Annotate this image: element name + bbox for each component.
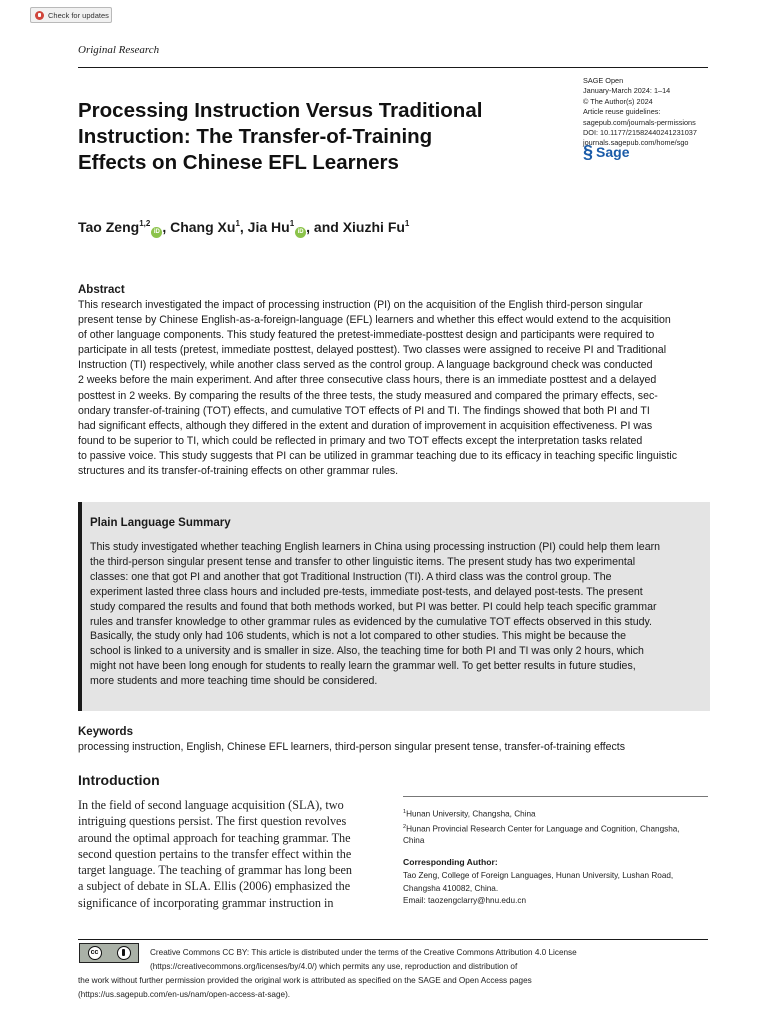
affiliation-line: $^1$Hunan University, Changsha, China bbox=[403, 809, 536, 819]
plain-language-text bbox=[90, 540, 702, 689]
author-name: Jia Hu bbox=[247, 219, 290, 235]
author-affiliation-marker: 1 bbox=[235, 219, 240, 228]
cc-icon: cc bbox=[88, 946, 102, 960]
check-for-updates-label: Check for updates bbox=[48, 10, 109, 20]
author-affiliation-marker: 1 bbox=[289, 219, 295, 228]
keywords-heading: Keywords bbox=[78, 726, 133, 738]
abstract-line: present tense by Chinese English-as-a-foreign-language (EFL) learners and whether this effect would extend to the acquisition bbox=[78, 314, 671, 327]
corresponding-email[interactable]: Email: taozengclarry@hnu.edu.cn bbox=[403, 896, 527, 906]
copyright: © The Author(s) 2024 bbox=[583, 96, 653, 106]
summary-line: school is linked to a university and is smaller in size. Also, the teaching time for both PI and TI was only 2 hours, which bbox=[90, 645, 644, 658]
check-for-updates-button[interactable] bbox=[30, 7, 112, 23]
abstract-line: posttest in 2 weeks. By comparing the results of the three tests, the study measured and compared the primary effects, sec- bbox=[78, 389, 658, 402]
journal-home-link[interactable]: journals.sagepub.com/home/sgo bbox=[583, 138, 689, 148]
plain-language-heading: Plain Language Summary bbox=[90, 517, 231, 529]
abstract-line: ondary transfer-of-training (TOT) effects, and cumulative TOT effects of PI and TI. The findings showed that both PI and TI bbox=[78, 404, 650, 417]
abstract-line: of other language components. This study featured the pretest-immediate-posttest design and participants were required to bbox=[78, 329, 655, 342]
sage-logo bbox=[583, 144, 629, 160]
doi-link[interactable]: DOI: 10.1177/21582440241231037 bbox=[583, 128, 697, 138]
affiliation-marker: 2 bbox=[403, 823, 407, 830]
section-label: Original Research bbox=[78, 44, 160, 56]
summary-line: This study investigated whether teaching English learners in China using processing instruction (PI) could help them learn bbox=[90, 541, 661, 553]
intro-line: second question pertains to the transfer effect within the bbox=[78, 846, 352, 861]
affiliation-marker: 1 bbox=[403, 809, 407, 815]
summary-line: classes: one that got PI and another that got Traditional Instruction (TI). A third class was the control group. The bbox=[90, 570, 612, 583]
header-divider bbox=[78, 67, 708, 68]
author-list: Tao Zeng$^{1,2}$iD , Chang Xu$^1$, Jia Hu$^1$iD , and Xiuzhi Fu$^1$ bbox=[78, 219, 409, 238]
author-affiliation-marker: 1 bbox=[404, 219, 410, 228]
abstract-heading: Abstract bbox=[78, 284, 125, 296]
affiliation-divider bbox=[403, 796, 708, 797]
orcid-icon[interactable]: iD bbox=[295, 227, 306, 238]
abstract-line: This research investigated the impact of processing instruction (PI) on the acquisition of the English third-person singular bbox=[78, 299, 643, 311]
author-name: Tao Zeng bbox=[78, 219, 140, 235]
author-name: Chang Xu bbox=[170, 219, 236, 235]
affiliations bbox=[403, 806, 713, 847]
author-name: Xiuzhi Fu bbox=[342, 219, 405, 235]
summary-line: Basically, the study only had 106 students, which is not a lot compared to other studies. This might be because the bbox=[90, 630, 627, 643]
journal-name: SAGE Open bbox=[583, 76, 624, 85]
journal-info bbox=[583, 76, 718, 149]
abstract-line: had significant effects, although they differed in the extent and duration of improvement in acquisition effectiveness. PI was bbox=[78, 419, 653, 432]
sage-s-icon: § bbox=[583, 142, 594, 162]
abstract-line: 2 weeks before the main experiment. And after three consecutive class hours, there is an immediate posttest and a delayed bbox=[78, 374, 657, 387]
intro-line: intriguing questions persist. The first question revolves bbox=[78, 814, 347, 829]
intro-line: a subject of debate in SLA. Ellis (2006) emphasized the bbox=[78, 879, 351, 894]
abstract-line: structures and its transfer-of-training effects on other grammar rules. bbox=[78, 465, 399, 478]
corresponding-author-heading: Corresponding Author: bbox=[403, 857, 498, 867]
intro-line: around the optimal approach for teaching grammar. The bbox=[78, 830, 351, 845]
abstract-text bbox=[78, 298, 710, 479]
license-line: (https://creativecommons.org/licenses/by/4.0/) which permits any use, reproduction and distribution of bbox=[150, 962, 518, 971]
keywords-text: processing instruction, English, Chinese EFL learners, third-person singular present tense, transfer-of-training effects bbox=[78, 741, 626, 753]
summary-line: the third-person singular present tense and transfer to other linguistic items. The present study has two experimental bbox=[90, 555, 636, 568]
footer-divider bbox=[78, 939, 708, 940]
corresponding-author-details bbox=[403, 870, 673, 908]
summary-line: more students and more teaching time should be considered. bbox=[90, 675, 378, 688]
author-affiliation-marker: 1,2 bbox=[139, 219, 151, 228]
update-icon bbox=[35, 11, 44, 20]
journal-issue: January-March 2024: 1–14 bbox=[583, 86, 671, 96]
intro-line: significance of incorporating grammar instruction in bbox=[78, 895, 334, 910]
abstract-line: Instruction (TI) respectively, while another class served as the control group. A language background check was conducted bbox=[78, 359, 653, 372]
affiliation-line: China bbox=[403, 836, 425, 846]
introduction-heading: Introduction bbox=[78, 772, 160, 788]
summary-line: might not have been long enough for students to really learn the grammar well. To get better results in future studies, bbox=[90, 660, 636, 673]
summary-line: rules and transfer knowledge to other grammar rules as evidenced by the cumulative TOT effects observed in this study. bbox=[90, 615, 652, 628]
abstract-line: found to be superior to TI, which could be reflected in primary and two TOT effects except the interpretation tasks related bbox=[78, 434, 643, 447]
intro-line: In the field of second language acquisition (SLA), two bbox=[78, 798, 344, 812]
license-text bbox=[78, 946, 678, 1002]
license-line: Creative Commons CC BY: This article is distributed under the terms of the Creative Commons Attribution 4.0 License bbox=[150, 948, 577, 957]
reuse-guidelines-label: Article reuse guidelines: bbox=[583, 107, 661, 117]
intro-line: target language. The teaching of grammar has long been bbox=[78, 863, 353, 878]
orcid-icon[interactable]: iD bbox=[151, 227, 162, 238]
abstract-line: to passive voice. This study suggests that PI can be utilized in grammar teaching due to its efficacy in teaching specific linguistic bbox=[78, 449, 678, 462]
title-line: Processing Instruction Versus Traditional bbox=[78, 99, 483, 122]
summary-line: experiment lasted three class hours and included pre-tests, immediate post-tests, and delayed post-tests. The present bbox=[90, 585, 643, 598]
corresponding-line: Changsha 410082, China. bbox=[403, 883, 499, 893]
corresponding-line: Tao Zeng, College of Foreign Languages, Hunan University, Lushan Road, bbox=[403, 871, 674, 880]
title-line: Effects on Chinese EFL Learners bbox=[78, 151, 399, 174]
license-line: the work without further permission provided the original work is attributed as specified on the SAGE and Open Access pages bbox=[78, 976, 532, 985]
article-title bbox=[78, 98, 558, 176]
affiliation-line: $^2$Hunan Provincial Research Center for Language and Cognition, Changsha, bbox=[403, 823, 680, 834]
sage-logo-text: Sage bbox=[596, 144, 630, 160]
abstract-line: participate in all tests (pretest, immediate posttest, delayed posttest). Two classes were assigned to receive PI and Traditional bbox=[78, 344, 667, 357]
title-line: Instruction: The Transfer-of-Training bbox=[78, 125, 433, 148]
license-line: (https://us.sagepub.com/en-us/nam/open-access-at-sage). bbox=[78, 990, 291, 999]
permissions-link[interactable]: sagepub.com/journals-permissions bbox=[583, 117, 696, 127]
introduction-text bbox=[78, 797, 382, 911]
summary-line: study compared the results and found that both methods worked, but PI was better. PI could help teach specific grammar bbox=[90, 600, 657, 613]
